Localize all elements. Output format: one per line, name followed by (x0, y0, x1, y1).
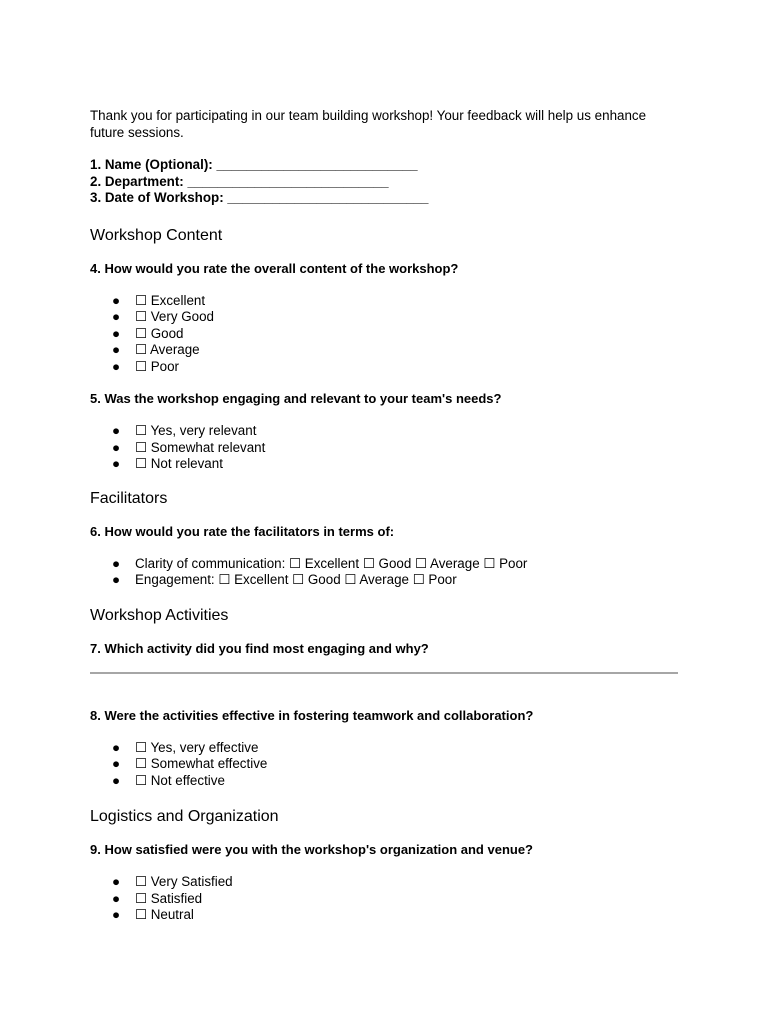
option-good[interactable] (90, 326, 678, 343)
department-field-blank: ___________________________ (187, 173, 389, 189)
option-not-effective[interactable] (90, 773, 678, 790)
option-label: ☐ Not effective (135, 772, 225, 788)
respondent-fields (90, 157, 678, 207)
question-5: 5. Was the workshop engaging and relevant to your team's needs? (90, 391, 502, 406)
name-field-blank: ___________________________ (216, 157, 418, 172)
bullet-icon: ● (112, 292, 121, 308)
bullet-icon: ● (112, 756, 121, 771)
question-9-options (90, 874, 678, 924)
option-very-good[interactable] (90, 309, 678, 326)
option-label: ☐ Good (135, 325, 184, 341)
option-label: ☐ Not relevant (135, 456, 223, 471)
name-field[interactable] (90, 157, 678, 174)
date-field[interactable] (90, 190, 678, 207)
rating-label: Clarity of communication: ☐ Excellent ☐ Good ☐ Average ☐ Poor (135, 555, 528, 571)
bullet-icon: ● (112, 874, 121, 889)
option-label: ☐ Yes, very effective (135, 739, 259, 755)
question-4-options (90, 293, 678, 376)
question-8: 8. Were the activities effective in fostering teamwork and collaboration? (90, 707, 534, 723)
option-label: ☐ Very Satisfied (135, 874, 233, 889)
bullet-icon: ● (112, 555, 121, 571)
option-not-relevant[interactable] (90, 456, 678, 473)
rating-clarity[interactable] (90, 556, 678, 573)
bullet-icon: ● (112, 907, 121, 922)
section-heading-content: Workshop Content (90, 226, 223, 244)
question-7: 7. Which activity did you find most engaging and why? (90, 640, 429, 656)
bullet-icon: ● (112, 358, 121, 374)
option-label: ☐ Somewhat effective (135, 756, 268, 771)
option-label: ☐ Average (135, 342, 200, 357)
bullet-icon: ● (112, 423, 121, 438)
bullet-icon: ● (112, 342, 121, 357)
bullet-icon: ● (112, 572, 121, 587)
question-5-options (90, 423, 678, 473)
bullet-icon: ● (112, 772, 121, 788)
bullet-icon: ● (112, 890, 121, 906)
bullet-icon: ● (112, 456, 121, 471)
option-satisfied[interactable] (90, 891, 678, 908)
department-field-label: 2. Department: (90, 173, 184, 189)
question-6-options (90, 556, 678, 589)
question-4: 4. How would you rate the overall content of the workshop? (90, 260, 459, 276)
option-label: ☐ Neutral (135, 907, 194, 922)
section-heading-activities: Workshop Activities (90, 606, 229, 624)
option-yes-very-relevant[interactable] (90, 423, 678, 440)
option-label: ☐ Poor (135, 358, 180, 374)
option-label: ☐ Yes, very relevant (135, 423, 257, 438)
option-label: ☐ Excellent (135, 292, 206, 308)
name-field-label: 1. Name (Optional): (90, 157, 213, 172)
answer-line-q7[interactable] (90, 672, 678, 674)
date-field-label: 3. Date of Workshop: (90, 190, 224, 205)
rating-label: Engagement: ☐ Excellent ☐ Good ☐ Average ☐ Poor (135, 572, 457, 587)
option-label: ☐ Very Good (135, 309, 214, 324)
bullet-icon: ● (112, 325, 121, 341)
option-excellent[interactable] (90, 293, 678, 310)
bullet-icon: ● (112, 439, 121, 455)
option-somewhat-relevant[interactable] (90, 440, 678, 457)
option-neutral[interactable] (90, 907, 678, 924)
option-label: ☐ Satisfied (135, 890, 203, 906)
bullet-icon: ● (112, 739, 121, 755)
option-somewhat-effective[interactable] (90, 756, 678, 773)
question-6: 6. How would you rate the facilitators in terms of: (90, 523, 395, 539)
option-very-satisfied[interactable] (90, 874, 678, 891)
question-9: 9. How satisfied were you with the workshop's organization and venue? (90, 842, 533, 857)
section-heading-facilitators: Facilitators (90, 489, 168, 507)
bullet-icon: ● (112, 309, 121, 324)
date-field-blank: ___________________________ (227, 190, 429, 205)
department-field[interactable] (90, 174, 678, 191)
rating-engagement[interactable] (90, 572, 678, 589)
option-label: ☐ Somewhat relevant (135, 439, 266, 455)
intro-text: Thank you for participating in our team building workshop! Your feedback will help us enhance future sessions. (90, 108, 647, 140)
option-yes-very-effective[interactable] (90, 740, 678, 757)
section-heading-logistics: Logistics and Organization (90, 808, 279, 825)
question-8-options (90, 740, 678, 790)
option-average[interactable] (90, 342, 678, 359)
option-poor[interactable] (90, 359, 678, 376)
